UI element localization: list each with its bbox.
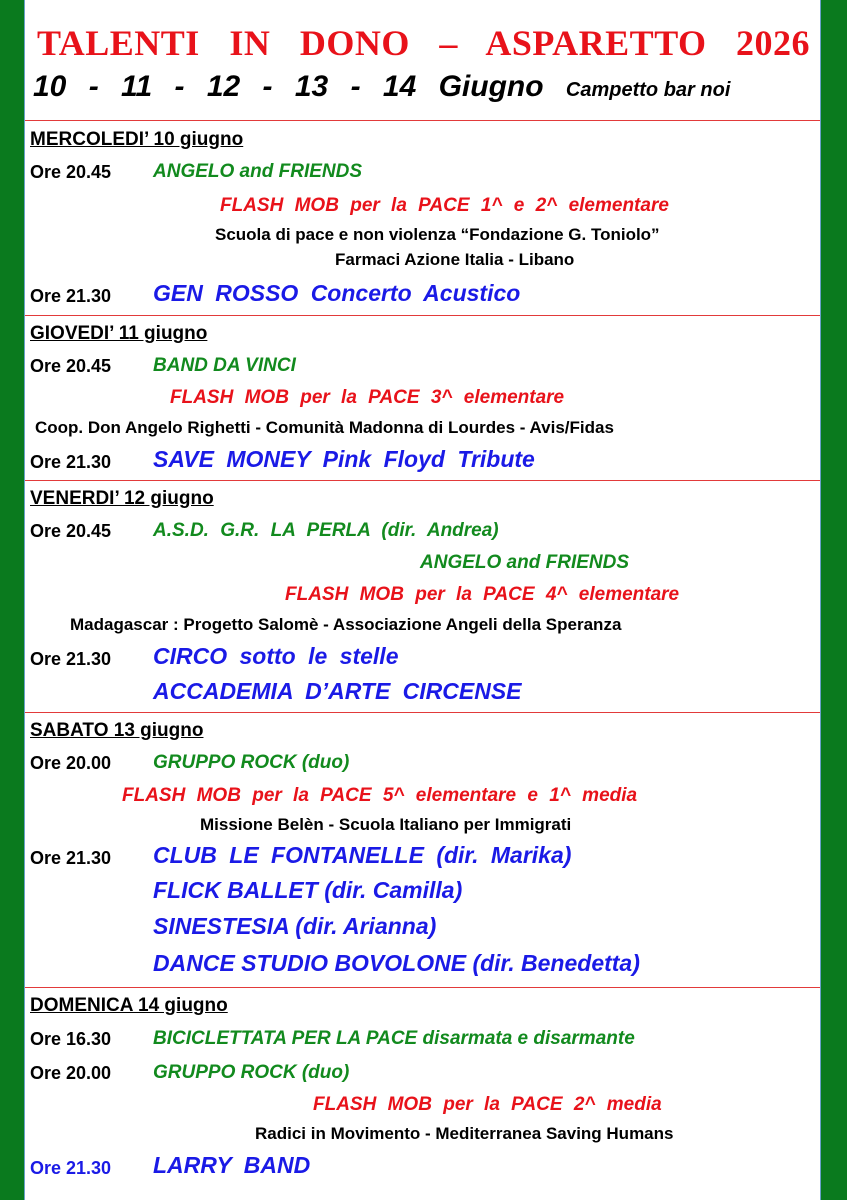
act-title: CLUB LE FONTANELLE (dir. Marika): [153, 842, 572, 868]
day-heading-friday: VENERDI’ 12 giugno: [30, 488, 214, 509]
act-title: GRUPPO ROCK (duo): [153, 752, 350, 773]
event-dates: [33, 70, 730, 104]
partner-note: Missione Belèn - Scuola Italiano per Immigrati: [200, 815, 572, 834]
time-label: Ore 21.30: [30, 452, 112, 472]
divider: [25, 120, 821, 121]
act-title: DANCE STUDIO BOVOLONE (dir. Benedetta): [153, 950, 640, 976]
act-title: LARRY BAND: [153, 1152, 311, 1178]
time-label: Ore 16.30: [30, 1029, 112, 1049]
flash-mob-line: FLASH MOB per la PACE 3^ elementare: [170, 387, 565, 408]
act-title: ACCADEMIA D’ARTE CIRCENSE: [153, 678, 522, 704]
time-label: Ore 20.00: [30, 753, 112, 773]
divider: [25, 712, 821, 713]
act-title: CIRCO sotto le stelle: [153, 643, 399, 669]
act-title: A.S.D. G.R. LA PERLA (dir. Andrea): [153, 520, 499, 541]
partner-note: Farmaci Azione Italia - Libano: [335, 250, 575, 269]
flash-mob-line: FLASH MOB per la PACE 5^ elementare e 1^ media: [122, 785, 638, 806]
time-label: Ore 20.45: [30, 521, 112, 541]
act-title: FLICK BALLET (dir. Camilla): [153, 877, 463, 903]
divider: [25, 987, 821, 988]
flash-mob-line: FLASH MOB per la PACE 2^ media: [313, 1094, 662, 1115]
time-label: Ore 21.30: [30, 649, 112, 669]
time-label: Ore 21.30: [30, 286, 112, 306]
partner-note: Scuola di pace e non violenza “Fondazione G. Toniolo”: [215, 225, 660, 244]
dates-text: 10 - 11 - 12 - 13 - 14 Giugno: [33, 70, 544, 103]
poster-page: [24, 0, 821, 1200]
time-label: Ore 20.00: [30, 1063, 112, 1083]
event-place: Campetto bar noi: [565, 79, 731, 101]
partner-note: Coop. Don Angelo Righetti - Comunità Madonna di Lourdes - Avis/Fidas: [35, 418, 614, 437]
partner-note: Radici in Movimento - Mediterranea Saving Humans: [255, 1124, 674, 1143]
day-heading-wednesday: MERCOLEDI’ 10 giugno: [30, 129, 244, 150]
act-title: GEN ROSSO Concerto Acustico: [153, 280, 521, 306]
time-label: Ore 20.45: [30, 162, 112, 182]
time-label: Ore 20.45: [30, 356, 112, 376]
act-title: BAND DA VINCI: [153, 355, 296, 376]
act-title: SINESTESIA (dir. Arianna): [153, 913, 437, 939]
act-title: BICICLETTATA PER LA PACE disarmata e disarmante: [153, 1028, 635, 1049]
flash-mob-line: FLASH MOB per la PACE 1^ e 2^ elementare: [220, 195, 669, 216]
act-title: ANGELO and FRIENDS: [420, 552, 630, 573]
poster-title: TALENTI IN DONO – ASPARETTO 2026: [36, 23, 811, 63]
time-label: Ore 21.30: [30, 848, 112, 868]
act-title: SAVE MONEY Pink Floyd Tribute: [153, 446, 535, 472]
time-label: Ore 21.30: [30, 1158, 112, 1178]
day-heading-saturday: SABATO 13 giugno: [30, 720, 204, 741]
divider: [25, 480, 821, 481]
act-title: GRUPPO ROCK (duo): [153, 1062, 350, 1083]
flash-mob-line: FLASH MOB per la PACE 4^ elementare: [285, 584, 680, 605]
day-heading-sunday: DOMENICA 14 giugno: [30, 995, 228, 1016]
act-title: ANGELO and FRIENDS: [153, 161, 363, 182]
divider: [25, 315, 821, 316]
day-heading-thursday: GIOVEDI’ 11 giugno: [30, 323, 208, 344]
partner-note: Madagascar : Progetto Salomè - Associazione Angeli della Speranza: [70, 615, 622, 634]
